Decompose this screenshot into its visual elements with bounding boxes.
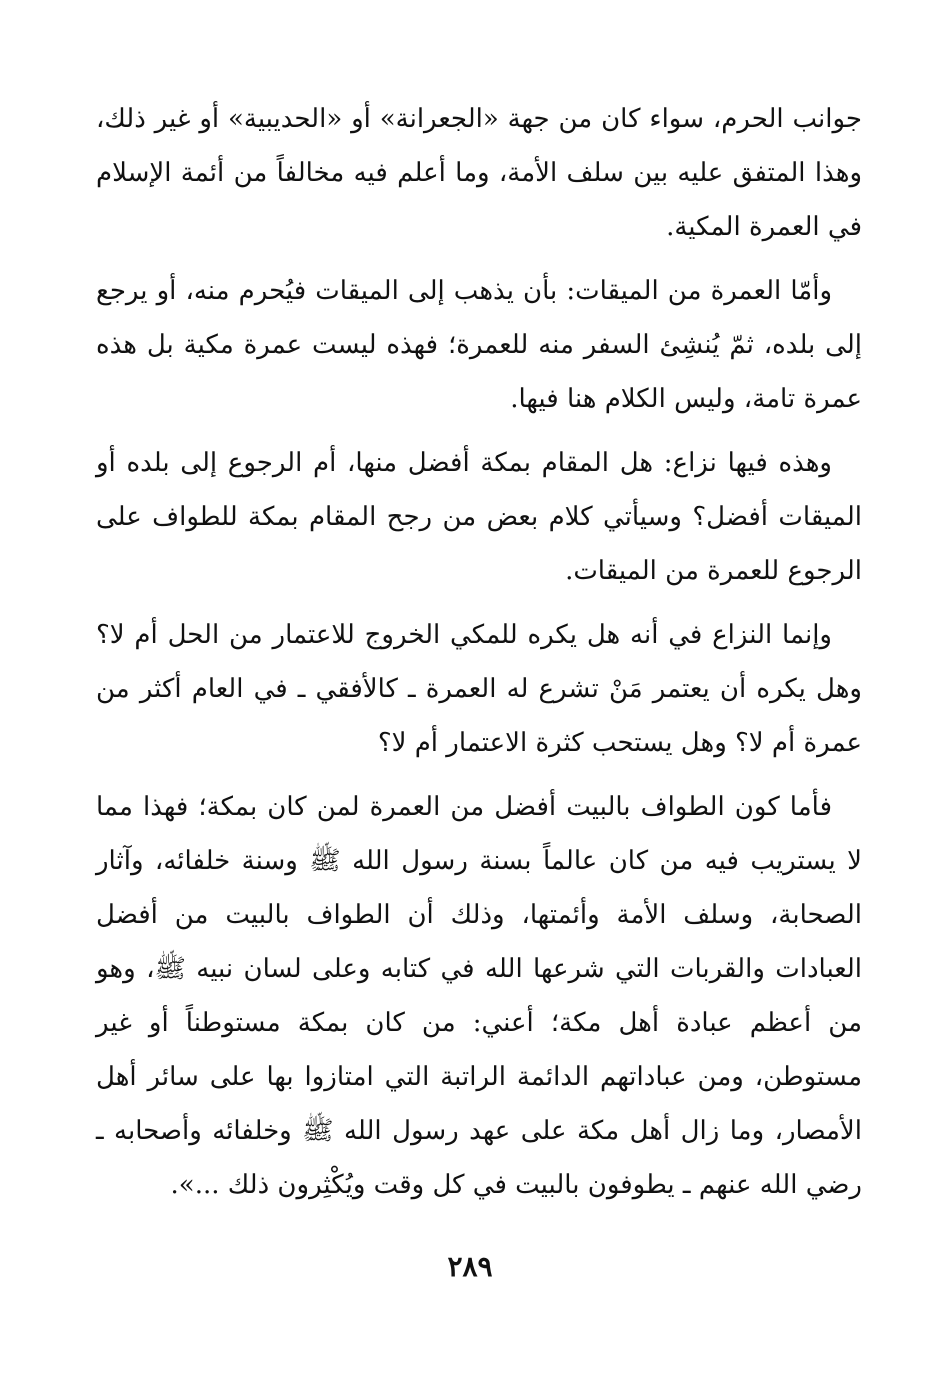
paragraph-4: وإنما النزاع في أنه هل يكره للمكي الخروج للاعتمار من الحل أم لا؟ وهل يكره أن يعتمر مَنْ تشرع له العمرة ـ كالأفقي ـ في العام أكثر من عمرة أم لا؟ وهل يستحب كثرة الاعتمار أم لا؟ (96, 620, 862, 758)
paragraph-1: جوانب الحرم، سواء كان من جهة «الجعرانة» أو «الحديبية» أو غير ذلك، وهذا المتفق عليه بين سلف الأمة، وما أعلم فيه مخالفاً من أئمة الإسلام في العمرة المكية. (96, 104, 862, 242)
page-number: ٢٨٩ (447, 1250, 493, 1283)
page-body (96, 92, 862, 1222)
paragraph-3: وهذه فيها نزاع: هل المقام بمكة أفضل منها، أم الرجوع إلى بلده أو الميقات أفضل؟ وسيأتي كلام بعض من رجح المقام بمكة للطواف على الرجوع للعمرة من الميقات. (96, 448, 862, 586)
paragraph-5: فأما كون الطواف بالبيت أفضل من العمرة لمن كان بمكة؛ فهذا مما لا يستريب فيه من كان عالماً بسنة رسول الله ﷺ وسنة خلفائه، وآثار الصحابة، وسلف الأمة وأئمتها، وذلك أن الطواف بالبيت من أفضل العبادات والقربات التي شرعها الله في كتابه وعلى لسان نبيه ﷺ، وهو من أعظم عبادة أهل مكة؛ أعني: من كان بمكة مستوطناً أو غير مستوطن، ومن عباداتهم الدائمة الراتبة التي امتازوا بها على سائر أهل الأمصار، وما زال أهل مكة على عهد رسول الله ﷺ وخلفائه وأصحابه ـ رضي الله عنهم ـ يطوفون بالبيت في كل وقت ويُكْثِرون ذلك ...». (96, 792, 863, 1200)
paragraph-2: وأمّا العمرة من الميقات: بأن يذهب إلى الميقات فيُحرم منه، أو يرجع إلى بلده، ثمّ يُنشِئ السفر منه للعمرة؛ فهذه ليست عمرة مكية بل هذه عمرة تامة، وليس الكلام هنا فيها. (96, 276, 862, 414)
